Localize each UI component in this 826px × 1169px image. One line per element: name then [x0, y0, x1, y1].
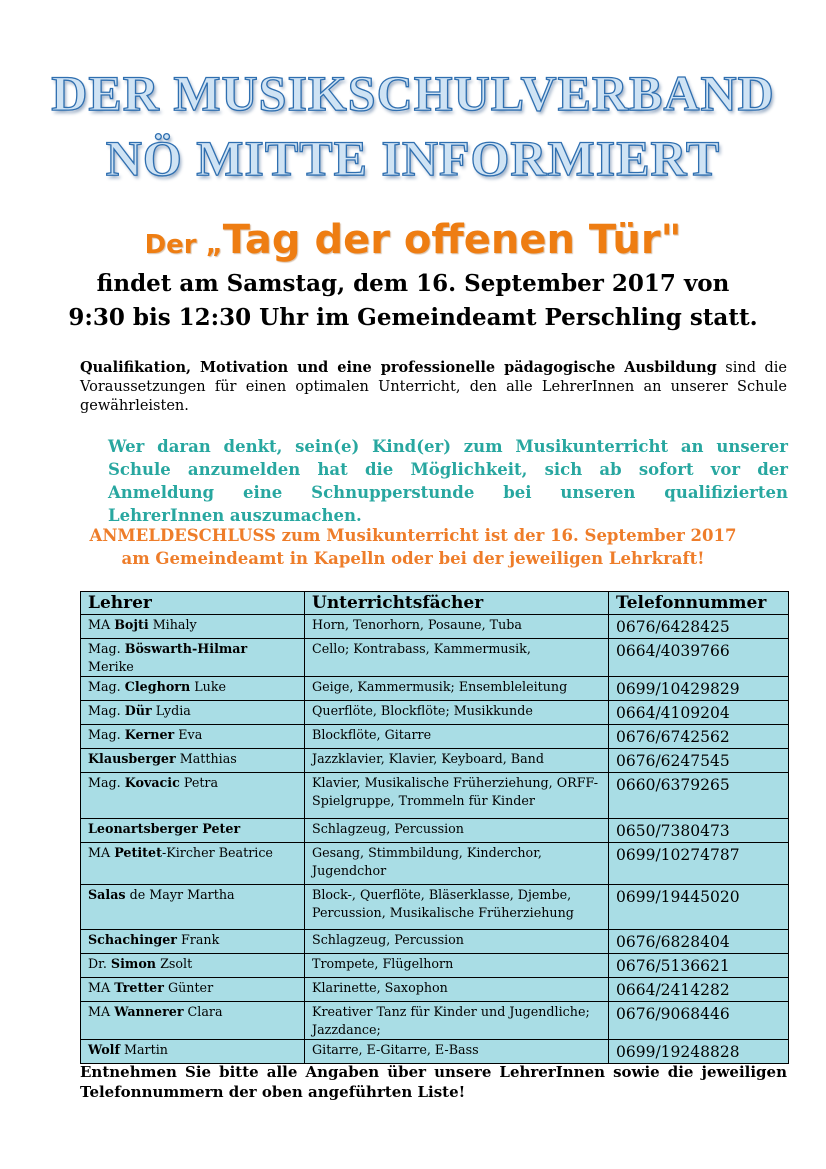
teacher-given-name: Frank: [176, 932, 220, 947]
teacher-name-cell: [81, 773, 305, 819]
table-row: [81, 773, 789, 819]
phone-cell: 0699/10429829: [609, 677, 789, 701]
table-row: [81, 749, 789, 773]
table-row: [81, 843, 789, 885]
intro-text: sind die Voraussetzungen für einen optimalen Unterricht, den alle LehrerInnen an unserer Schule gewährleisten.: [80, 360, 788, 414]
phone-cell: 0676/6428425: [609, 615, 789, 639]
teacher-given-name: Clara: [183, 1004, 223, 1019]
teacher-given-name: Lydia: [151, 703, 191, 718]
event-title: [0, 217, 826, 263]
teacher-surname: Simon: [110, 956, 157, 971]
phone-cell: 0664/4039766: [609, 639, 789, 677]
teacher-title: MA: [88, 845, 115, 860]
teacher-name-cell: [81, 954, 305, 978]
table-row: [81, 615, 789, 639]
phone-cell: 0676/6247545: [609, 749, 789, 773]
deadline-line-1: ANMELDESCHLUSS zum Musikunterricht ist der 16. September 2017: [89, 526, 737, 545]
teacher-name-cell: [81, 725, 305, 749]
teacher-name-cell: [81, 677, 305, 701]
teacher-surname: Kerner: [124, 727, 175, 742]
teacher-given-name: de Mayr Martha: [125, 887, 235, 902]
table-row: [81, 885, 789, 930]
teacher-given-name: Eva: [174, 727, 203, 742]
teacher-surname: Dür: [124, 703, 152, 718]
teacher-title: MA: [88, 617, 115, 632]
subjects-cell: Cello; Kontrabass, Kammermusik,: [305, 639, 609, 677]
teacher-given-name: -Kircher Beatrice: [161, 845, 273, 860]
phone-cell: 0676/5136621: [609, 954, 789, 978]
teacher-surname: Salas: [88, 887, 126, 902]
phone-cell: 0699/10274787: [609, 843, 789, 885]
teacher-name-cell: [81, 639, 305, 677]
subjects-cell: Klavier, Musikalische Früherziehung, ORFF-Spielgruppe, Trommeln für Kinder: [305, 773, 609, 819]
teacher-title: Dr.: [88, 956, 111, 971]
teacher-surname: Klausberger: [88, 751, 176, 766]
teacher-given-name: Günter: [163, 980, 214, 995]
teacher-title: Mag.: [88, 703, 125, 718]
teacher-name-cell: [81, 615, 305, 639]
teacher-table: [80, 591, 789, 1064]
phone-cell: 0699/19248828: [609, 1040, 789, 1064]
teacher-surname: Cleghorn: [124, 679, 191, 694]
teacher-surname: Tretter: [114, 980, 164, 995]
teacher-surname: Wannerer: [114, 1004, 184, 1019]
teacher-name-cell: [81, 1002, 305, 1040]
teacher-name-cell: [81, 978, 305, 1002]
teacher-surname: Bojti: [114, 617, 149, 632]
teacher-name-cell: [81, 843, 305, 885]
teacher-surname: Petitet: [114, 845, 162, 860]
teacher-title: MA: [88, 980, 115, 995]
subjects-cell: Querflöte, Blockflöte; Musikkunde: [305, 701, 609, 725]
teacher-given-name: Zsolt: [156, 956, 193, 971]
trial-lesson-notice: Wer daran denkt, sein(e) Kind(er) zum Musikunterricht an unserer Schule anzumelden hat die Möglichkeit, sich ab sofort vor der Anmeldung eine Schnupperstunde bei unseren qualifizierten LehrerInnen auszumachen.: [108, 437, 788, 525]
subjects-cell: Blockflöte, Gitarre: [305, 725, 609, 749]
teacher-given-name: Luke: [190, 679, 227, 694]
table-row: [81, 819, 789, 843]
subjects-cell: Block-, Querflöte, Bläserklasse, Djembe, Percussion, Musikalische Früherziehung: [305, 885, 609, 930]
table-row: [81, 1040, 789, 1064]
headline-line-2: NÖ MITTE INFORMIERT: [105, 130, 721, 186]
footer-end: !: [458, 1083, 466, 1101]
table-row: [81, 1002, 789, 1040]
phone-cell: 0699/19445020: [609, 885, 789, 930]
teacher-surname: Kovacic: [124, 775, 180, 790]
teacher-name-cell: [81, 819, 305, 843]
phone-cell: 0664/4109204: [609, 701, 789, 725]
phone-cell: 0664/2414282: [609, 978, 789, 1002]
teacher-name-cell: [81, 885, 305, 930]
footer-bold-text: Entnehmen Sie bitte alle Angaben über unsere LehrerInnen sowie die jeweiligen Telefonnummern der oben angeführten Liste: [80, 1063, 787, 1101]
subjects-cell: Gitarre, E-Gitarre, E-Bass: [305, 1040, 609, 1064]
teacher-given-name: Petra: [179, 775, 219, 790]
teacher-title: Mag.: [88, 775, 125, 790]
intro-paragraph: [80, 358, 787, 416]
table-row: [81, 639, 789, 677]
phone-cell: 0676/6828404: [609, 930, 789, 954]
intro-bold-text: Qualifikation, Motivation und eine professionelle pädagogische Ausbildung: [80, 359, 717, 376]
subjects-cell: Jazzklavier, Klavier, Keyboard, Band: [305, 749, 609, 773]
teacher-surname: Leonartsberger Peter: [88, 821, 241, 836]
event-title-main: Tag der offenen Tür: [222, 217, 661, 263]
teacher-name-cell: [81, 701, 305, 725]
phone-cell: 0660/6379265: [609, 773, 789, 819]
teacher-title: Mag.: [88, 641, 125, 656]
table-row: [81, 978, 789, 1002]
teacher-surname: Böswarth-Hilmar: [124, 641, 248, 656]
teacher-name-cell: [81, 749, 305, 773]
event-title-suffix: ": [660, 217, 682, 263]
teacher-surname: Schachinger: [88, 932, 177, 947]
subjects-cell: Gesang, Stimmbildung, Kinderchor, Jugendchor: [305, 843, 609, 885]
teacher-title: Mag.: [88, 679, 125, 694]
phone-cell: 0676/6742562: [609, 725, 789, 749]
teacher-name-cell: [81, 930, 305, 954]
event-time-location-line: 9:30 bis 12:30 Uhr im Gemeindeamt Perschling statt.: [68, 304, 758, 331]
headline-line-1: DER MUSIKSCHULVERBAND: [51, 65, 775, 121]
subjects-cell: Kreativer Tanz für Kinder und Jugendliche; Jazzdance;: [305, 1002, 609, 1040]
subjects-cell: Schlagzeug, Percussion: [305, 819, 609, 843]
footer-note: [80, 1062, 787, 1102]
teacher-title: MA: [88, 1004, 115, 1019]
teacher-title: Mag.: [88, 727, 125, 742]
subjects-cell: Schlagzeug, Percussion: [305, 930, 609, 954]
event-date-line: findet am Samstag, dem 16. September 2017 von: [96, 270, 730, 297]
subjects-cell: Klarinette, Saxophon: [305, 978, 609, 1002]
table-row: [81, 725, 789, 749]
teacher-name-cell: [81, 1040, 305, 1064]
table-row: [81, 930, 789, 954]
phone-cell: 0676/9068446: [609, 1002, 789, 1040]
teacher-given-name: Mihaly: [148, 617, 197, 632]
table-row: [81, 677, 789, 701]
registration-deadline: [0, 524, 826, 570]
subjects-cell: Horn, Tenorhorn, Posaune, Tuba: [305, 615, 609, 639]
deadline-line-2: am Gemeindeamt in Kapelln oder bei der jeweiligen Lehrkraft!: [121, 549, 705, 568]
teacher-given-name: Merike: [88, 659, 134, 674]
subjects-cell: Geige, Kammermusik; Ensembleleitung: [305, 677, 609, 701]
table-header-row: [81, 592, 789, 615]
teacher-given-name: Matthias: [175, 751, 237, 766]
header-subjects: Unterrichtsfächer: [305, 592, 609, 615]
table-row: [81, 701, 789, 725]
teacher-rows: [81, 615, 789, 1064]
table-row: [81, 954, 789, 978]
phone-cell: 0650/7380473: [609, 819, 789, 843]
subjects-cell: Trompete, Flügelhorn: [305, 954, 609, 978]
header-phone: Telefonnummer: [609, 592, 789, 615]
event-title-prefix: Der „: [144, 230, 223, 260]
teacher-surname: Wolf: [88, 1042, 120, 1057]
teacher-given-name: Martin: [119, 1042, 168, 1057]
header-teacher: Lehrer: [81, 592, 305, 615]
